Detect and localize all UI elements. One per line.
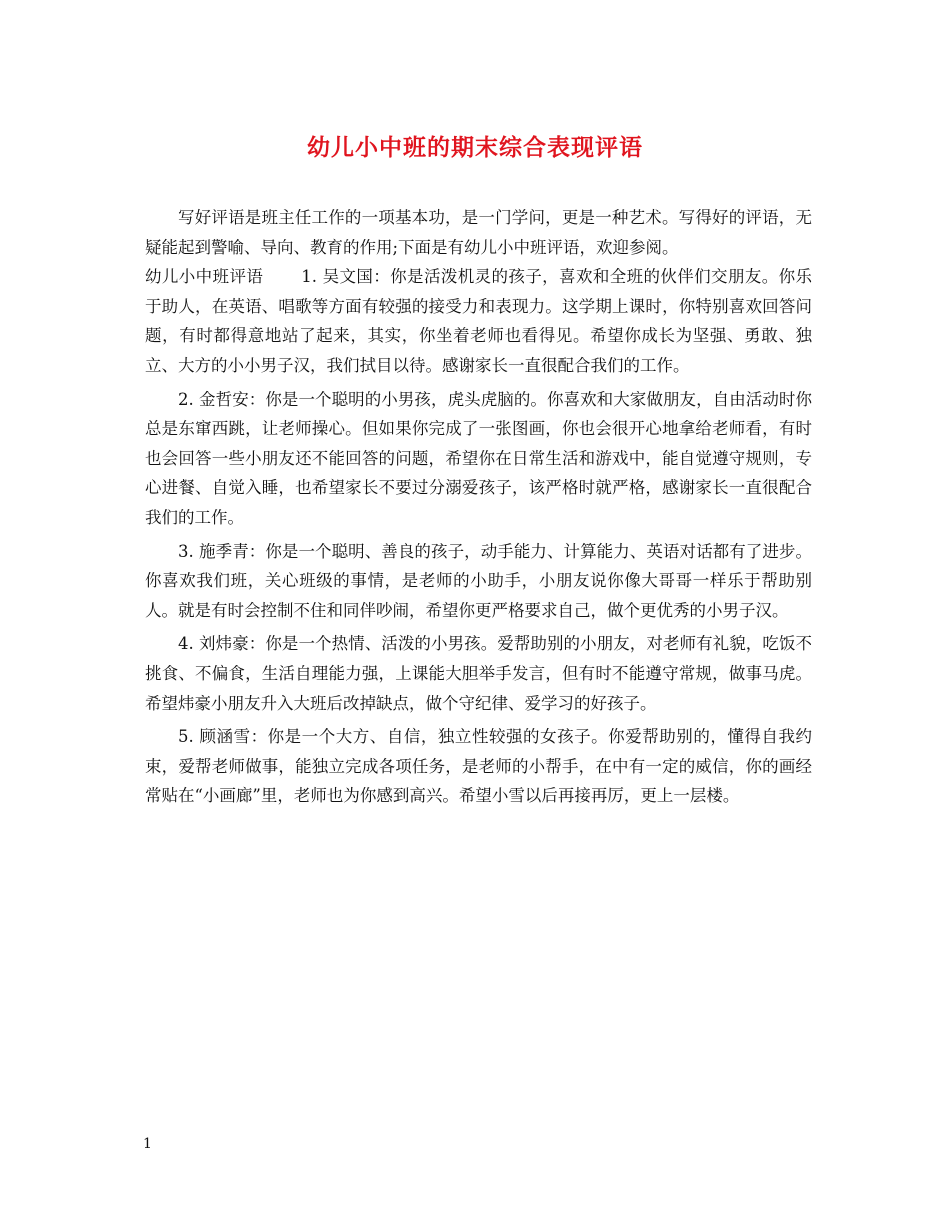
first-comment-paragraph [145,262,812,380]
intro-paragraph: 写好评语是班主任工作的一项基本功，是一门学问，更是一种艺术。写得好的评语，无疑能起到警喻、导向、教育的作用;下面是有幼儿小中班评语，欢迎参阅。 [145,208,812,257]
page-number: 1 [143,1136,152,1152]
comment-1: 1. 吴文国：你是活泼机灵的孩子，喜欢和全班的伙伴们交朋友。你乐于助人，在英语、唱歌等方面有较强的接受力和表现力。这学期上课时，你特别喜欢回答问题，有时都得意地站了起来，其实，你坐着老师也看得见。希望你成长为坚强、勇敢、独立、大方的小小男子汉，我们拭目以待。感谢家长一直很配合我们的工作。 [145,267,812,375]
document-body [145,203,812,811]
comment-5: 5. 顾涵雪：你是一个大方、自信，独立性较强的女孩子。你爱帮助别的，懂得自我约束，爱帮老师做事，能独立完成各项任务，是老师的小帮手，在中有一定的威信，你的画经常贴在“小画廊”里，老师也为你感到高兴。希望小雪以后再接再厉，更上一层楼。 [145,727,812,806]
page-title: 幼儿小中班的期末综合表现评语 [307,134,643,161]
comment-4: 4. 刘炜豪：你是一个热情、活泼的小男孩。爱帮助别的小朋友，对老师有礼貌，吃饭不挑食、不偏食，生活自理能力强，上课能大胆举手发言，但有时不能遵守常规，做事马虎。希望炜豪小朋友升入大班后改掉缺点，做个守纪律、爱学习的好孩子。 [145,634,812,713]
comment-2: 2. 金哲安：你是一个聪明的小男孩，虎头虎脑的。你喜欢和大家做朋友，自由活动时你总是东窜西跳，让老师操心。但如果你完成了一张图画，你也会很开心地拿给老师看，有时也会回答一些小朋友还不能回答的问题，希望你在日常生活和游戏中，能自觉遵守规则，专心进餐、自觉入睡，也希望家长不要过分溺爱孩子，该严格时就严格，感谢家长一直很配合我们的工作。 [145,389,812,527]
comment-3: 3. 施季青：你是一个聪明、善良的孩子，动手能力、计算能力、英语对话都有了进步。你喜欢我们班，关心班级的事情，是老师的小助手，小朋友说你像大哥哥一样乐于帮助别人。就是有时会控制不住和同伴吵闹，希望你更严格要求自己，做个更优秀的小男子汉。 [145,541,812,620]
section-label: 幼儿小中班评语 [145,267,264,287]
